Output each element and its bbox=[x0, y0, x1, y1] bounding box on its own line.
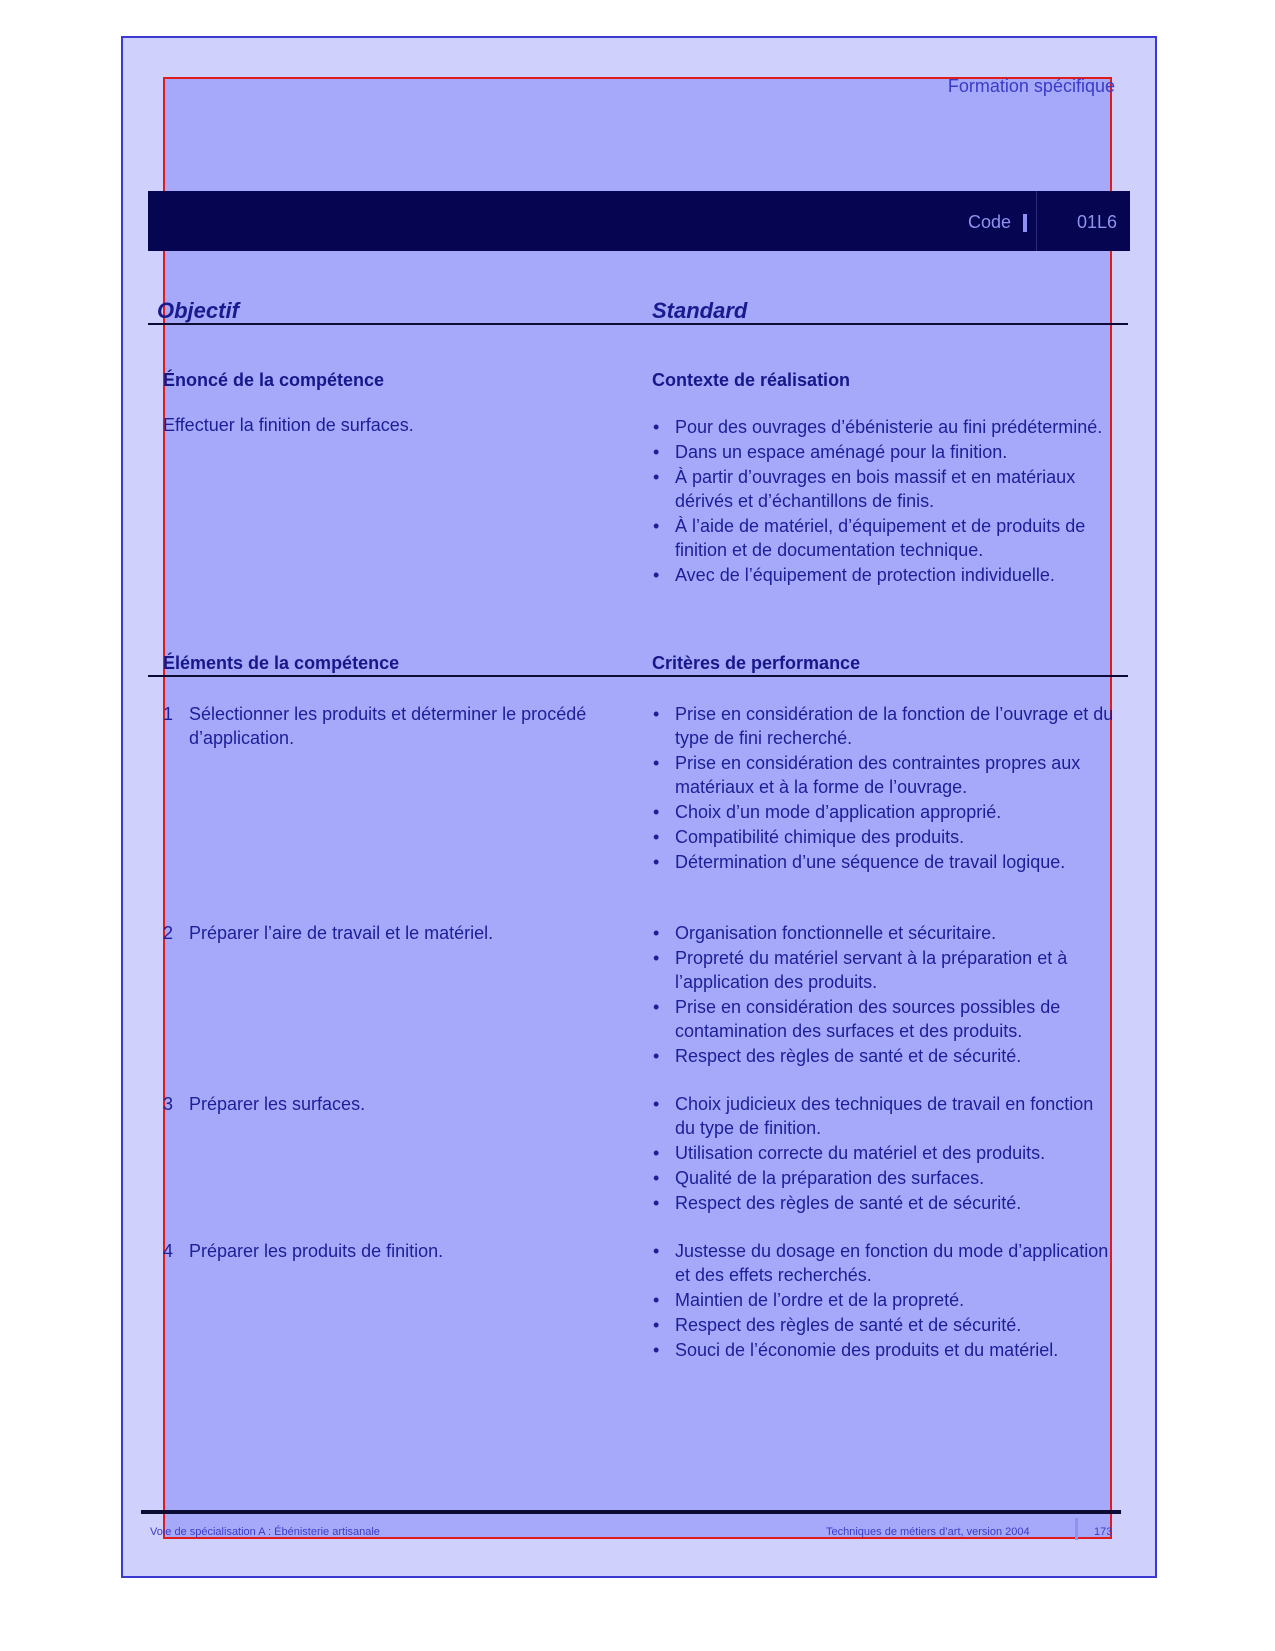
criteres-heading: Critères de performance bbox=[652, 653, 861, 673]
objectif-heading: Objectif bbox=[157, 298, 239, 323]
code-label: Code bbox=[968, 212, 1012, 232]
footer-right: Techniques de métiers d’art, version 2004 bbox=[826, 1526, 1030, 1538]
element-number: 3 bbox=[163, 1094, 174, 1114]
contexte-item: • Dans un espace aménagé pour la finition. bbox=[652, 440, 1114, 464]
enonce-heading: Énoncé de la compétence bbox=[163, 370, 385, 390]
contexte-list bbox=[652, 415, 1114, 588]
criteria-item: • Prise en considération de la fonction de l’ouvrage et du type de fini recherché. bbox=[652, 702, 1114, 750]
enonce-text: Effectuer la finition de surfaces. bbox=[163, 415, 414, 435]
criteria-item: • Détermination d’une séquence de travail logique. bbox=[652, 850, 1114, 874]
banner-divider bbox=[1036, 191, 1037, 251]
contexte-item: • À partir d’ouvrages en bois massif et en matériaux dérivés et d’échantillons de finis. bbox=[652, 465, 1114, 513]
page-number: 173 bbox=[1094, 1526, 1113, 1538]
element-number: 4 bbox=[163, 1241, 174, 1261]
footer-rule bbox=[141, 1510, 1121, 1514]
code-value: 01L6 bbox=[1077, 212, 1118, 232]
elements-heading: Éléments de la compétence bbox=[163, 653, 400, 673]
contexte-heading: Contexte de réalisation bbox=[652, 370, 851, 390]
criteria-list-3 bbox=[652, 1092, 1114, 1216]
criteria-item: • Choix judicieux des techniques de travail en fonction du type de finition. bbox=[652, 1092, 1114, 1140]
element-text: Préparer l’aire de travail et le matériel. bbox=[189, 923, 494, 943]
footer-separator bbox=[1075, 1518, 1078, 1540]
criteria-item: • Propreté du matériel servant à la préparation et à l’application des produits. bbox=[652, 946, 1114, 994]
objectif-rule bbox=[148, 323, 1128, 325]
element-number: 1 bbox=[163, 704, 174, 724]
criteria-item: • Respect des règles de santé et de sécurité. bbox=[652, 1191, 1114, 1215]
footer-left: Voie de spécialisation A : Ébénisterie artisanale bbox=[150, 1526, 380, 1538]
element-item-3 bbox=[163, 1092, 633, 1116]
formation-label: Formation spécifique bbox=[947, 76, 1115, 96]
criteria-list-4 bbox=[652, 1239, 1114, 1363]
criteria-item: • Prise en considération des sources possibles de contamination des surfaces et des produits. bbox=[652, 995, 1114, 1043]
criteria-item: • Souci de l’économie des produits et du matériel. bbox=[652, 1338, 1114, 1362]
contexte-item: • À l’aide de matériel, d’équipement et de produits de finition et de documentation technique. bbox=[652, 514, 1114, 562]
element-item-4 bbox=[163, 1239, 633, 1263]
contexte-item: • Avec de l’équipement de protection individuelle. bbox=[652, 563, 1114, 587]
criteria-item: • Prise en considération des contraintes propres aux matériaux et à la forme de l’ouvrage. bbox=[652, 751, 1114, 799]
criteria-item: • Utilisation correcte du matériel et des produits. bbox=[652, 1141, 1114, 1165]
elements-rule bbox=[148, 675, 1128, 677]
criteria-list-2 bbox=[652, 921, 1114, 1069]
criteria-list-1 bbox=[652, 702, 1114, 875]
criteria-item: • Respect des règles de santé et de sécurité. bbox=[652, 1313, 1114, 1337]
criteria-item: • Justesse du dosage en fonction du mode d’application et des effets recherchés. bbox=[652, 1239, 1114, 1287]
standard-heading: Standard bbox=[652, 298, 748, 323]
contexte-item: • Pour des ouvrages d’ébénisterie au fini prédéterminé. bbox=[652, 415, 1114, 439]
element-item-2 bbox=[163, 921, 633, 945]
criteria-item: • Compatibilité chimique des produits. bbox=[652, 825, 1114, 849]
element-text: Préparer les produits de finition. bbox=[189, 1241, 444, 1261]
criteria-item: • Qualité de la préparation des surfaces. bbox=[652, 1166, 1114, 1190]
element-text: Sélectionner les produits et déterminer le procédé d’application. bbox=[189, 704, 587, 748]
code-separator bbox=[1023, 214, 1027, 232]
element-number: 2 bbox=[163, 923, 174, 943]
criteria-item: • Respect des règles de santé et de sécurité. bbox=[652, 1044, 1114, 1068]
criteria-item: • Organisation fonctionnelle et sécuritaire. bbox=[652, 921, 1114, 945]
criteria-item: • Maintien de l’ordre et de la propreté. bbox=[652, 1288, 1114, 1312]
criteria-item: • Choix d’un mode d’application approprié. bbox=[652, 800, 1114, 824]
element-item-1 bbox=[163, 702, 633, 750]
element-text: Préparer les surfaces. bbox=[189, 1094, 366, 1114]
